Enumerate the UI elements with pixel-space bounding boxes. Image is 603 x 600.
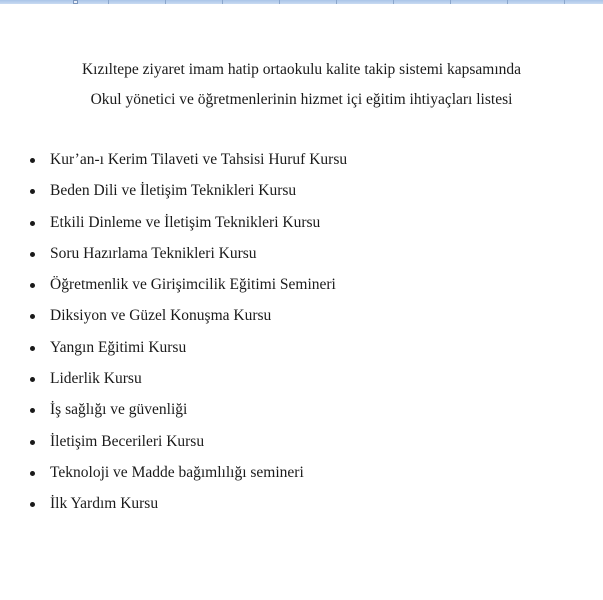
list-item-text: Teknoloji ve Madde bağımlılığı semineri bbox=[50, 463, 304, 481]
list-item-text: Yangın Eğitimi Kursu bbox=[50, 338, 187, 356]
bullet-icon bbox=[30, 189, 35, 194]
list-item-text: Diksiyon ve Güzel Konuşma Kursu bbox=[50, 307, 272, 325]
bullet-icon bbox=[30, 346, 35, 351]
list-item-text: İlk Yardım Kursu bbox=[50, 495, 159, 513]
list-item-text: Liderlik Kursu bbox=[50, 370, 142, 388]
list-item-text: Beden Dili ve İletişim Teknikleri Kursu bbox=[50, 182, 297, 200]
bullet-icon bbox=[30, 502, 35, 507]
bullet-icon bbox=[30, 158, 35, 163]
document-page bbox=[0, 4, 603, 600]
bullet-icon bbox=[30, 377, 35, 382]
document-title-line-1: Kızıltepe ziyaret imam hatip ortaokulu kalite takip sistemi kapsamında bbox=[81, 61, 522, 78]
list-item-text: Öğretmenlik ve Girişimcilik Eğitimi Semineri bbox=[50, 276, 336, 294]
list-item-text: Etkili Dinleme ve İletişim Teknikleri Kursu bbox=[50, 213, 321, 231]
list-item-text: İş sağlığı ve güvenliği bbox=[50, 401, 188, 419]
list-item-text: İletişim Becerileri Kursu bbox=[50, 432, 205, 450]
bullet-icon bbox=[30, 408, 35, 413]
bullet-icon bbox=[30, 283, 35, 288]
list-item-text: Soru Hazırlama Teknikleri Kursu bbox=[50, 244, 257, 262]
bullet-icon bbox=[30, 221, 35, 226]
bullet-icon bbox=[30, 314, 35, 319]
list-item-text: Kur’an-ı Kerim Tilaveti ve Tahsisi Huruf Kursu bbox=[50, 151, 348, 168]
bullet-icon bbox=[30, 252, 35, 257]
bullet-icon bbox=[30, 471, 35, 476]
document-title-line-2: Okul yönetici ve öğretmenlerinin hizmet içi eğitim ihtiyaçları listesi bbox=[90, 91, 513, 108]
bullet-icon bbox=[30, 440, 35, 445]
